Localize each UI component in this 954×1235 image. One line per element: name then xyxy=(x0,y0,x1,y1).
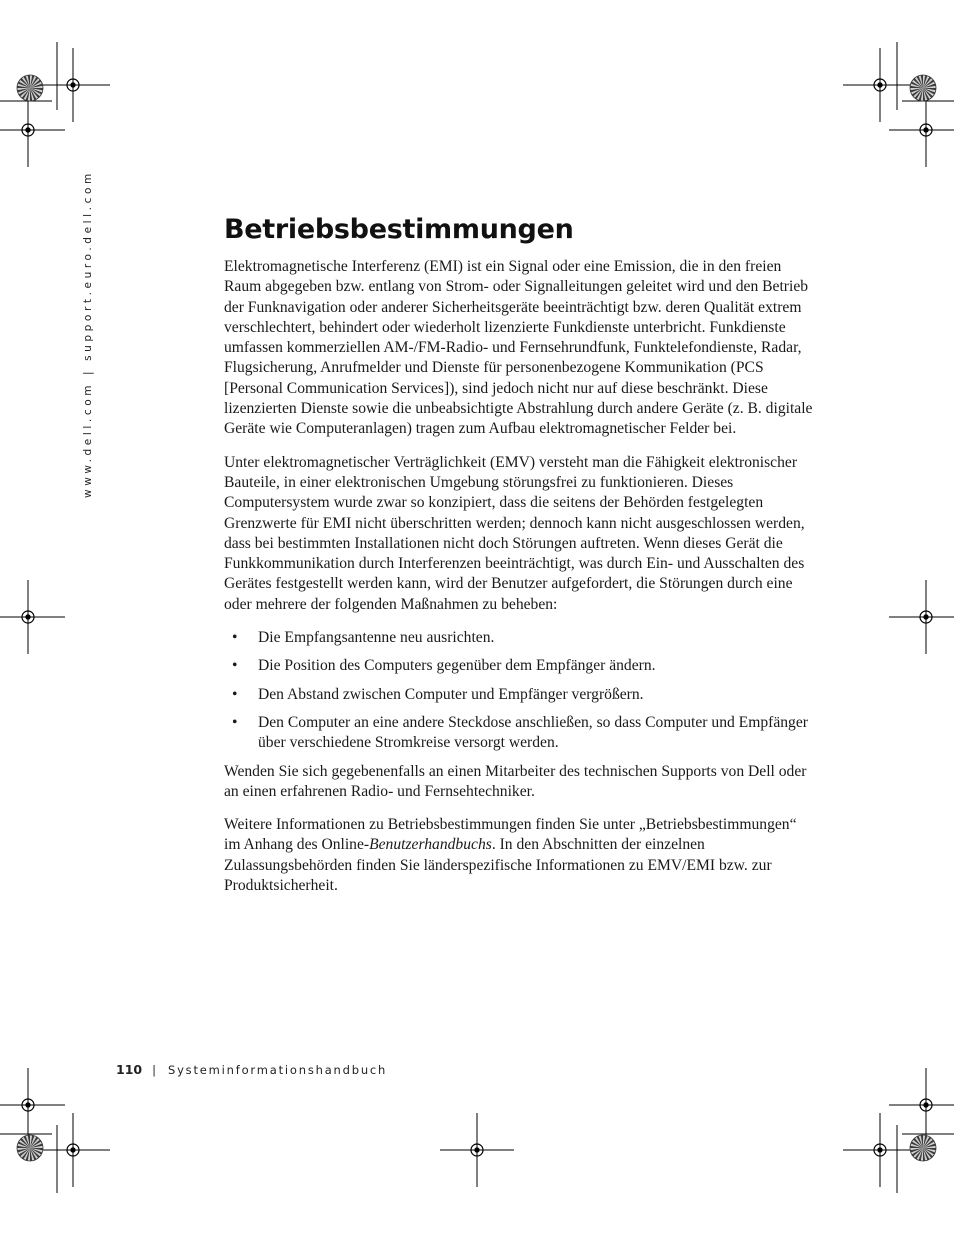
page-title: Betriebsbestimmungen xyxy=(224,214,574,245)
crosshair-mark-icon xyxy=(843,1113,917,1187)
bullet-icon: • xyxy=(232,629,238,647)
list-item: • Die Position des Computers gegenüber dem Empfänger ändern. xyxy=(224,656,816,676)
paragraph-emi: Elektromagnetische Interferenz (EMI) ist ein Signal oder eine Emission, die in den freien Raum abgegeben bzw. entlang von Strom- oder Signalleitungen geleitet wird und den Betrieb der Funknavigation oder anderer Sicherheitsgeräte beeinträchtigt bzw. deren Qualität extrem verschlechtert, behindert oder wiederholt lizenzierte Funkdienste unterbricht. Funkdienste umfassen kommerziellen AM-/FM-Radio- und Fernsehrundfunk, Funktelefondienste, Radar, Flugsicherung, Anrufmelder und Dienste für personenbezogene Kommunikation (PCS [Personal Communication Services]), sind jedoch nicht nur auf diese beschränkt. Diese lizenzierten Dienste sowie die unbeabsichtigte Abstrahlung durch andere Geräte (z. B. digitale Geräte wie Computeranlagen) tragen zum Aufbau elektromagnetischer Felder bei. xyxy=(224,258,813,438)
crosshair-mark-icon xyxy=(843,48,917,122)
bullet-icon: • xyxy=(232,657,238,675)
list-item: • Die Empfangsantenne neu ausrichten. xyxy=(224,628,816,648)
manual-title: Benutzerhandbuchs xyxy=(369,836,492,854)
crosshair-mark-icon xyxy=(889,580,954,654)
bullet-icon: • xyxy=(232,685,238,703)
page-footer xyxy=(116,1062,387,1077)
crosshair-mark-icon xyxy=(36,48,110,122)
bullet-icon: • xyxy=(232,713,238,731)
page-number: 110 xyxy=(116,1062,143,1077)
crosshair-mark-icon xyxy=(36,1113,110,1187)
color-star-mark-icon xyxy=(910,75,936,101)
crosshair-mark-icon xyxy=(0,93,65,167)
color-star-mark-icon xyxy=(17,1135,43,1161)
list-item: • Den Abstand zwischen Computer und Empfänger vergrößern. xyxy=(224,685,816,705)
crosshair-mark-icon xyxy=(0,1068,65,1142)
paragraph-more-info: Weitere Informationen zu Betriebsbestimmungen finden Sie unter „Betriebsbestimmungen“ im Anhang des Online-Benutzerhandbuchs. In den Abschnitten der einzelnen Zulassungsbehörden finden Sie länderspezifische Informationen zu EMV/EMI bzw. zur Produktsicherheit. xyxy=(224,816,797,895)
body-text xyxy=(224,257,816,896)
book-title: Systeminformationshandbuch xyxy=(167,1063,388,1077)
crosshair-mark-icon xyxy=(440,1113,514,1187)
color-star-mark-icon xyxy=(17,75,43,101)
paragraph-support: Wenden Sie sich gegebenenfalls an einen Mitarbeiter des technischen Supports von Dell oder an einen erfahrenen Radio- und Fernsehtechniker. xyxy=(224,762,807,800)
measures-list xyxy=(224,628,816,753)
footer-separator: | xyxy=(152,1063,156,1077)
list-item: • Den Computer an eine andere Steckdose anschließen, so dass Computer und Empfänger über verschiedene Stromkreise versorgt werden. xyxy=(232,713,808,752)
sidebar-url: www.dell.com | support.euro.dell.com xyxy=(82,170,94,498)
crosshair-mark-icon xyxy=(889,93,954,167)
paragraph-emv: Unter elektromagnetischer Verträglichkeit (EMV) versteht man die Fähigkeit elektronischer Bauteile, in einer elektronischen Umgebung störungsfrei zu funktionieren. Dieses Computersystem wurde zwar so konzipiert, dass die seitens der Behörden festgelegten Grenzwerte für EMI nicht überschritten werden; dennoch kann nicht ausgeschlossen werden, dass bei bestimmten Installationen nicht doch Störungen auftreten. Wenn dieses Gerät die Funkkommunikation durch Interferenzen beeinträchtigt, was durch Ein- und Ausschalten des Gerätes festgestellt werden kann, wird der Benutzer aufgefordert, die Störungen durch eine oder mehrere der folgenden Maßnahmen zu beheben: xyxy=(224,453,805,613)
color-star-mark-icon xyxy=(910,1135,936,1161)
crosshair-mark-icon xyxy=(0,580,65,654)
crosshair-mark-icon xyxy=(889,1068,954,1142)
